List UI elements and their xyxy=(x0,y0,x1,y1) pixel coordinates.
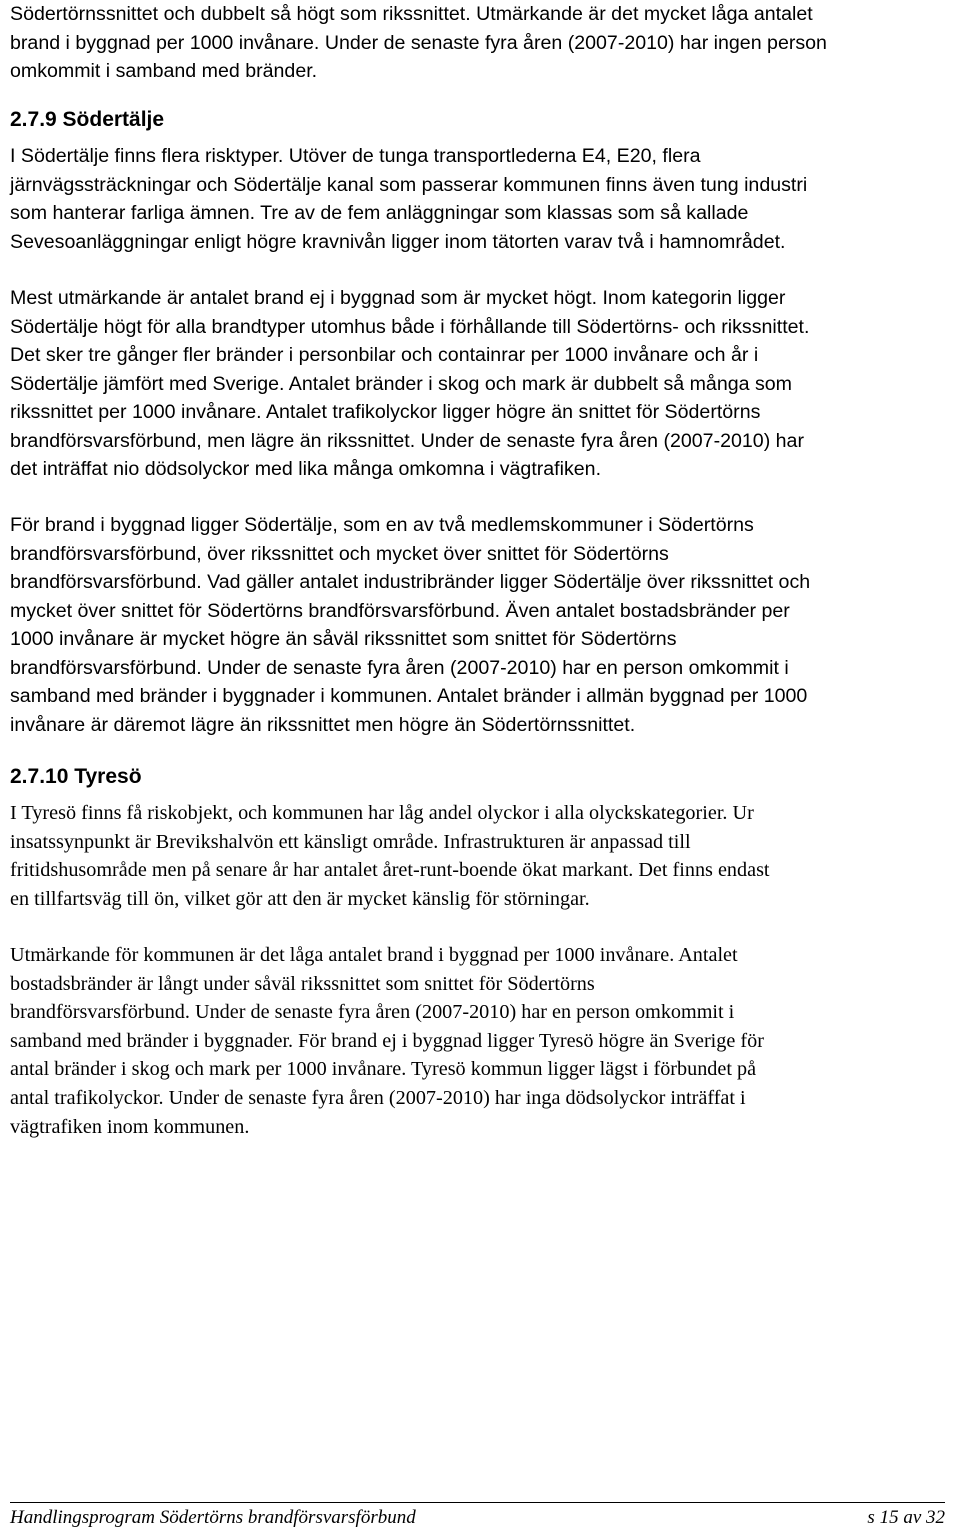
footer-page-number: s 15 av 32 xyxy=(867,1507,945,1528)
text-line: antal trafikolyckor. Under de senaste fyra åren (2007-2010) har inga dödsolyckor inträffat i xyxy=(10,1086,746,1109)
text-line: vägtrafiken inom kommunen. xyxy=(10,1115,250,1138)
text-line: omkommit i samband med bränder. xyxy=(10,60,318,82)
text-line: I Södertälje finns flera risktyper. Utöver de tunga transportlederna E4, E20, flera xyxy=(10,145,701,167)
text-line: som hanterar farliga ämnen. Tre av de fem anläggningar som klassas som så kallade xyxy=(10,202,749,224)
text-line: insatssynpunkt är Brevikshalvön ett känsligt område. Infrastrukturen är anpassad till xyxy=(10,830,691,853)
text-line: brandförsvarsförbund, över rikssnittet och mycket över snittet för Södertörns xyxy=(10,542,669,565)
text-line: samband med bränder i byggnader. För brand ej i byggnad ligger Tyresö högre än Sverige för xyxy=(10,1029,764,1052)
text-line: Södertörnssnittet och dubbelt så högt som rikssnittet. Utmärkande är det mycket låga antalet xyxy=(10,3,813,25)
text-line: brandförsvarsförbund. Under de senaste fyra åren (2007-2010) har en person omkommit i xyxy=(10,1001,735,1024)
tyreso-paragraph-1 xyxy=(10,799,770,913)
section-heading-tyreso: 2.7.10 Tyresö xyxy=(10,765,142,788)
text-line: brandförsvarsförbund. Vad gäller antalet industribränder ligger Södertälje över rikssnittet och xyxy=(10,571,811,593)
text-line: brandförsvarsförbund. Under de senaste fyra åren (2007-2010) har en person omkommit i xyxy=(10,656,789,679)
text-line: Mest utmärkande är antalet brand ej i byggnad som är mycket högt. Inom kategorin ligger xyxy=(10,287,786,309)
text-line: Sevesoanläggningar enligt högre kravnivån ligger inom tätorten varav två i hamnområdet. xyxy=(10,230,786,253)
text-line: 1000 invånare är mycket högre än såväl rikssnittet som snittet för Södertörns xyxy=(10,628,677,650)
text-line: järnvägssträckningar och Södertälje kanal som passerar kommunen finns även tung industri xyxy=(10,173,808,196)
text-line: brand i byggnad per 1000 invånare. Under de senaste fyra åren (2007-2010) har ingen person xyxy=(10,31,827,54)
text-line: Det sker tre gånger fler bränder i personbilar och containrar per 1000 invånare och år i xyxy=(10,344,759,366)
text-line: brandförsvarsförbund, men lägre än rikssnittet. Under de senaste fyra åren (2007-2010) har xyxy=(10,429,804,452)
text-line: För brand i byggnad ligger Södertälje, som en av två medlemskommuner i Södertörns xyxy=(10,514,754,536)
text-line: samband med bränder i byggnader i kommunen. Antalet bränder i allmän byggnad per 1000 xyxy=(10,685,808,707)
sodertalje-paragraph-1 xyxy=(10,142,807,256)
page-footer xyxy=(10,1502,945,1528)
tyreso-paragraph-2 xyxy=(10,941,764,1141)
section-heading-sodertalje: 2.7.9 Södertälje xyxy=(10,108,165,131)
text-line: det inträffat nio dödsolyckor med lika många omkomna i vägtrafiken. xyxy=(10,458,602,480)
text-line: Södertälje jämfört med Sverige. Antalet bränder i skog och mark är dubbelt så många som xyxy=(10,372,792,395)
text-line: en tillfartsväg till ön, vilket gör att den är mycket känslig för störningar. xyxy=(10,887,590,910)
text-line: fritidshusområde men på senare år har antalet året-runt-boende ökat markant. Det finns endast xyxy=(10,859,770,882)
text-line: I Tyresö finns få riskobjekt, och kommunen har låg andel olyckor i alla olyckskategorier. Ur xyxy=(10,802,754,824)
text-line: invånare är däremot lägre än rikssnittet men högre än Södertörnssnittet. xyxy=(10,713,636,736)
text-line: Södertälje högt för alla brandtyper utomhus både i förhållande till Södertörns- och rikssnittet. xyxy=(10,315,810,338)
text-line: mycket över snittet för Södertörns brandförsvarsförbund. Även antalet bostadsbränder per xyxy=(10,599,790,622)
footer-title: Handlingsprogram Södertörns brandförsvarsförbund xyxy=(10,1507,416,1528)
text-line: bostadsbränder är långt under såväl rikssnittet som snittet för Södertörns xyxy=(10,972,595,995)
intro-paragraph xyxy=(10,0,827,86)
sodertalje-paragraph-3 xyxy=(10,511,810,739)
text-line: Utmärkande för kommunen är det låga antalet brand i byggnad per 1000 invånare. Antalet xyxy=(10,944,738,966)
text-line: rikssnittet per 1000 invånare. Antalet trafikolyckor ligger högre än snittet för Södertörns xyxy=(10,401,761,423)
sodertalje-paragraph-2 xyxy=(10,284,809,484)
text-line: antal bränder i skog och mark per 1000 invånare. Tyresö kommun ligger lägst i förbundet på xyxy=(10,1058,757,1081)
